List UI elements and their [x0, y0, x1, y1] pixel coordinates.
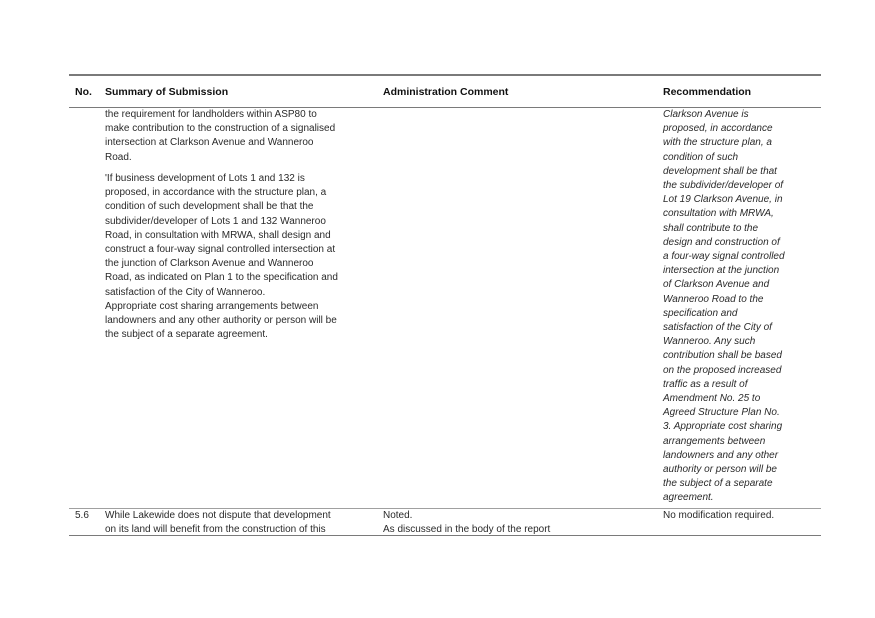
row-comment: Noted. As discussed in the body of the report	[383, 510, 551, 536]
header-comment: Administration Comment	[383, 86, 509, 98]
header-recommendation: Recommendation	[663, 86, 752, 98]
row-number: 5.6	[75, 510, 89, 521]
summary-paragraph-1: the requirement for landholders within ASP80 to make contribution to the construction of a signalised intersection at Clarkson Avenue and Wanneroo Road.	[105, 109, 336, 163]
summary-paragraph-2: 'If business development of Lots 1 and 132 is proposed, in accordance with the structure plan, a condition of such development shall be that the subdivider/developer of Lots 1 and 132 Wanneroo Road, in consultation with MRWA, shall design and construct a four-way signal controlled intersection at the junction of Clarkson Avenue and Wanneroo Road, as indicated on Plan 1 to the specification and satisfaction of the City of Wanneroo. Appropriate cost sharing arrangements between landowners and any other authority or person will be the subject of a separate agreement.	[105, 173, 338, 341]
recommendation-text: Clarkson Avenue is proposed, in accordance with the structure plan, a condition of such development shall be that the subdivider/developer of Lot 19 Clarkson Avenue, in consultation with MRWA, shall contribute to the design and construction of a four-way signal controlled intersection at the junction of Clarkson Avenue and Wanneroo Road to the specification and satisfaction of the City of Wanneroo. Any such contribution shall be based on the proposed increased traffic as a result of Amendment No. 25 to Agreed Structure Plan No. 3. Appropriate cost sharing arrangements between landowners and any other authority or person will be the subject of a separate agreement.	[663, 109, 785, 504]
row-summary: While Lakewide does not dispute that development on its land will benefit from the construction of this	[105, 510, 331, 536]
row-recommendation: No modification required.	[663, 510, 775, 521]
header-no: No.	[75, 86, 92, 98]
header-summary: Summary of Submission	[105, 86, 229, 98]
table-top-rule	[69, 74, 821, 76]
